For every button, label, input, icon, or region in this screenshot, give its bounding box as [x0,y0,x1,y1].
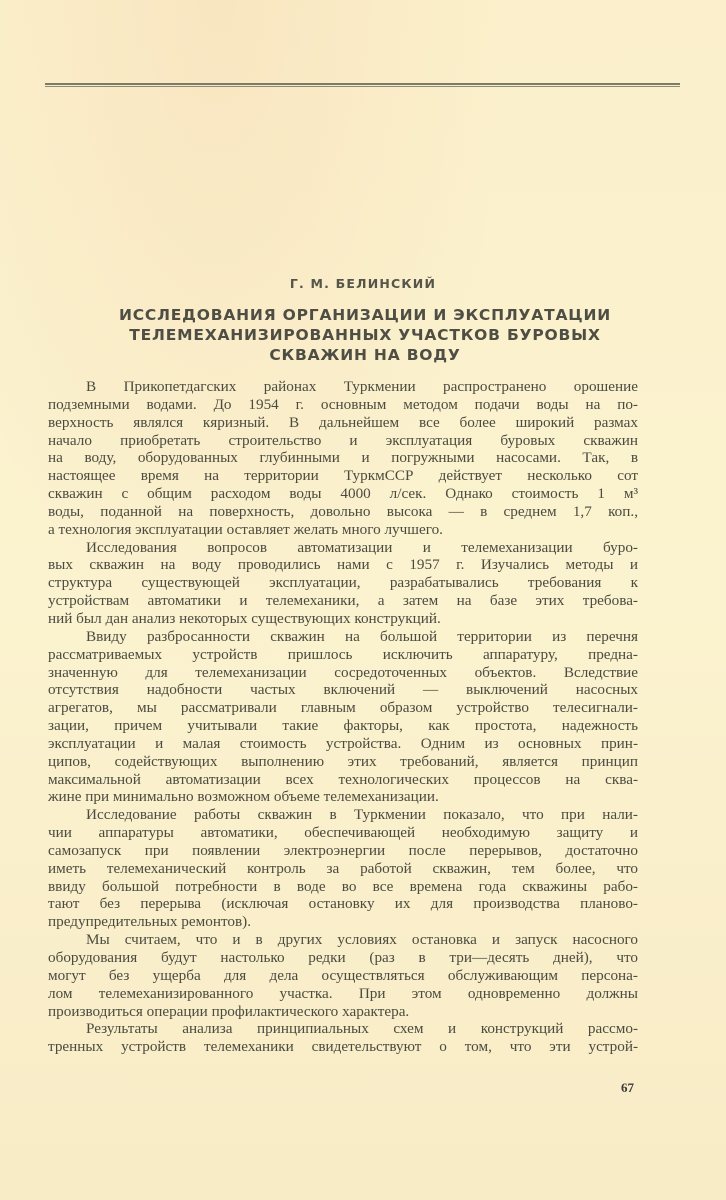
text-line: настоящее время на территории ТуркмССР действует несколько сот [48,467,638,485]
text-line: агрегатов, мы рассматривали главным образом устройство телесигнали- [48,699,638,717]
text-line: иметь телемеханический контроль за работой скважин, тем более, что [48,859,638,877]
text-line: ввиду большой потребности в воде во все времена года скважины рабо- [48,877,638,895]
text-line: эксплуатации и малая стоимость устройства. Одним из основных прин- [48,734,638,752]
text-line: лом телемеханизированного участка. При этом одновременно должны [48,984,638,1002]
text-line: рассматриваемых устройств пришлось исключить аппаратуру, предна- [48,645,638,663]
text-line: тают без перерыва (исключая остановку их для производства планово- [48,895,638,913]
article-body [48,378,638,1056]
text-line: воды, поданной на поверхность, довольно высока — в среднем 1,7 коп., [48,502,638,520]
text-line: оборудования будут настолько редки (раз в три—десять дней), что [48,949,638,966]
paragraph-6 [48,1020,638,1056]
text-line: Исследования вопросов автоматизации и телемеханизации буро- [86,538,638,556]
text-line: В Прикопетдагских районах Туркмении распространено орошение [86,378,638,395]
paragraph-2 [48,539,638,628]
text-line: структура существующей эксплуатации, разрабатывались требования к [48,574,638,592]
paragraph-4 [48,806,638,931]
paragraph-1 [48,378,638,539]
text-line: ципов, содействующих выполнению этих требований, является принцип [48,752,638,770]
text-line: максимальной автоматизации всех технологических процессов на сква- [48,770,638,788]
rule-line-top [45,83,680,85]
paragraph-3 [48,628,638,806]
article-title [60,305,670,365]
text-line: чии аппаратуры автоматики, обеспечивающей необходимую защиту и [48,824,638,842]
page-number: 67 [621,1080,634,1095]
text-line: значенную для телемеханизации сосредоточенных объектов. Вследствие [48,663,638,681]
rule-line-bottom [45,86,680,87]
text-line: на воду, оборудованных глубинными и погружными насосами. Так, в [48,449,638,467]
author-name: Г. М. БЕЛИНСКИЙ [289,276,437,291]
text-line: скважин с общим расходом воды 4000 л/сек. Однако стоимость 1 м³ [48,485,638,503]
text-line: зации, причем учитывали такие факторы, как простота, надежность [48,717,638,735]
text-line: Исследование работы скважин в Туркмении показало, что при нали- [86,806,638,824]
text-line: предупредительных ремонтов). [48,913,252,931]
text-line: тренных устройств телемеханики свидетельствуют о том, что эти устрой- [48,1038,638,1056]
text-line: отсутствия надобности частых включений — выключений насосных [48,681,638,699]
text-line: верхность являлся кяризный. В дальнейшем все более широкий размах [48,413,638,431]
text-line: а технология эксплуатации оставляет желать много лучшего. [48,520,443,538]
text-line: Результаты анализа принципиальных схем и конструкций рассмо- [86,1020,638,1038]
text-line: устройствам автоматики и телемеханики, а затем на базе этих требова- [48,592,638,610]
title-line: ИССЛЕДОВАНИЯ ОРГАНИЗАЦИИ И ЭКСПЛУАТАЦИИ [118,306,611,324]
text-line: начало приобретать строительство и эксплуатация буровых скважин [48,431,638,449]
paragraph-5 [48,931,638,1020]
text-line: самозапуск при появлении электроэнергии после перерывов, достаточно [48,841,638,859]
text-line: производиться операции профилактического характера. [48,1002,410,1020]
header-double-rule [45,83,680,89]
text-line: вых скважин на воду проводились нами с 1957 г. Изучались методы и [48,556,638,574]
title-line: СКВАЖИН НА ВОДУ [269,346,461,364]
text-line: Ввиду разбросанности скважин на большой территории из перечня [86,627,638,645]
text-line: Мы считаем, что и в других условиях остановка и запуск насосного [86,931,638,949]
text-line: жине при минимально возможном объеме телемеханизации. [48,788,439,806]
title-line: ТЕЛЕМЕХАНИЗИРОВАННЫХ УЧАСТКОВ БУРОВЫХ [129,326,601,344]
text-line: могут без ущерба для дела осуществляться обслуживающим персона- [48,966,638,984]
text-line: ний был дан анализ некоторых существующих конструкций. [48,609,441,627]
text-line: подземными водами. До 1954 г. основным методом подачи воды на по- [48,395,638,413]
